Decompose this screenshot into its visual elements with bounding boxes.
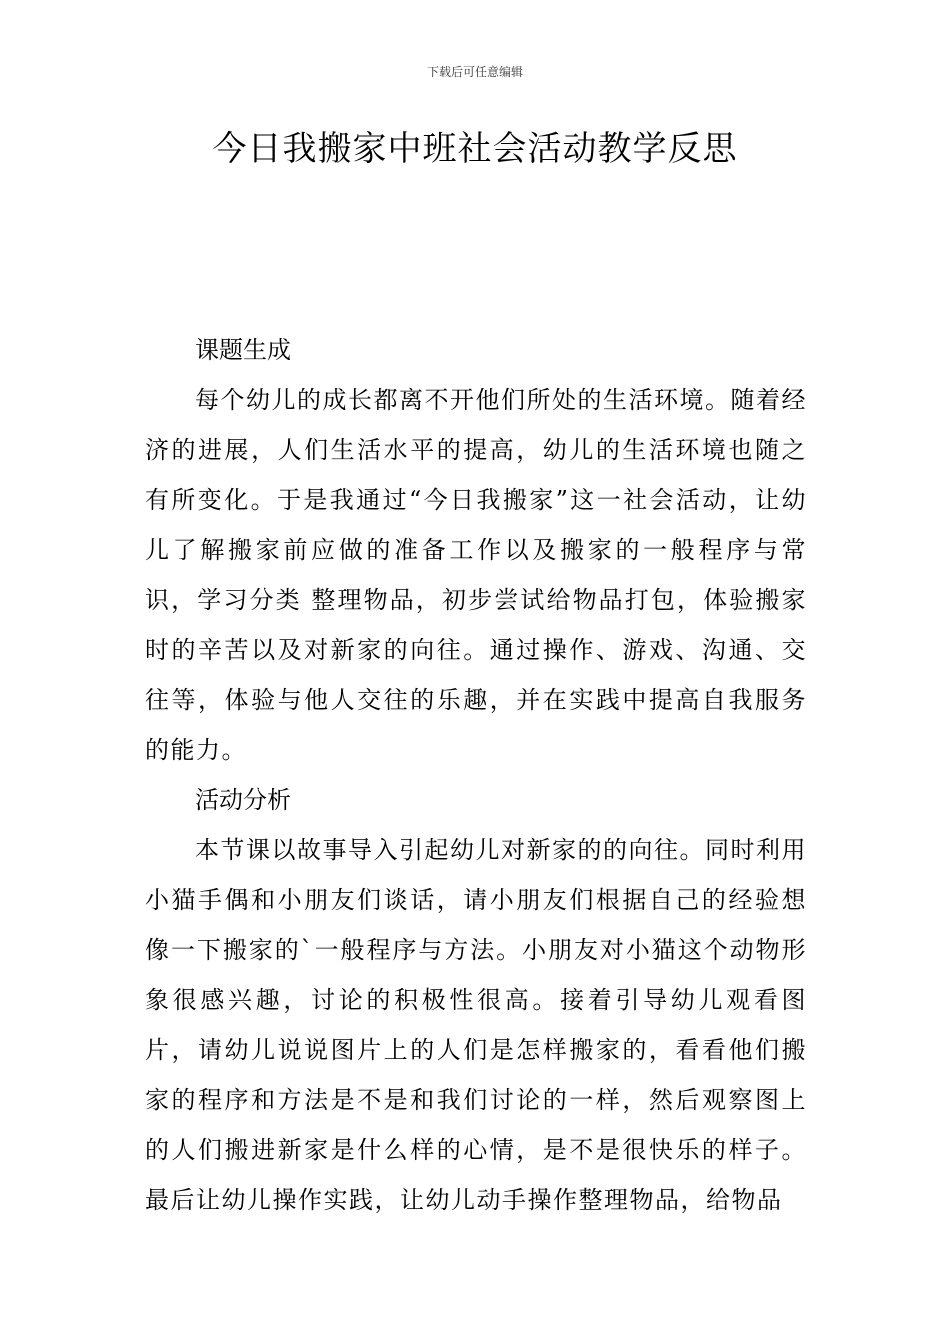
document-title: 今日我搬家中班社会活动教学反思: [212, 129, 738, 169]
section-paragraph: 每个幼儿的成长都离不开他们所处的生活环境。随着经济的进展，人们生活水平的提高，幼儿的生活环境也随之有所变化。于是我通过“今日我搬家”这一社会活动，让幼儿了解搬家前应做的准备工作以及搬家的一般程序与常识，学习分类 整理物品，初步尝试给物品打包，体验搬家时的辛苦以及对新家的向往。通过操作、游戏、沟通、交往等，体验与他人交往的乐趣，并在实践中提高自我服务的能力。: [145, 386, 807, 764]
section-topic-origin: [145, 325, 807, 775]
section-paragraph: 本节课以故事导入引起幼儿对新家的的向往。同时利用小猫手偶和小朋友们谈话，请小朋友们根据自己的经验想像一下搬家的`一般程序与方法。小朋友对小猫这个动物形象很感兴趣，讨论的积极性很高。接着引导幼儿观看图片，请幼儿说说图片上的人们是怎样搬家的，看看他们搬家的程序和方法是不是和我们讨论的一样，然后观察图上的人们搬进新家是什么样的心情，是不是很快乐的样子。最后让幼儿操作实践，让幼儿动手操作整理物品，给物品: [145, 836, 807, 1214]
document-body: [145, 325, 807, 1225]
section-activity-analysis: [145, 775, 807, 1225]
section-heading: 活动分析: [195, 786, 291, 814]
header-note: 下载后可任意编辑: [426, 65, 523, 79]
section-heading: 课题生成: [195, 336, 291, 364]
